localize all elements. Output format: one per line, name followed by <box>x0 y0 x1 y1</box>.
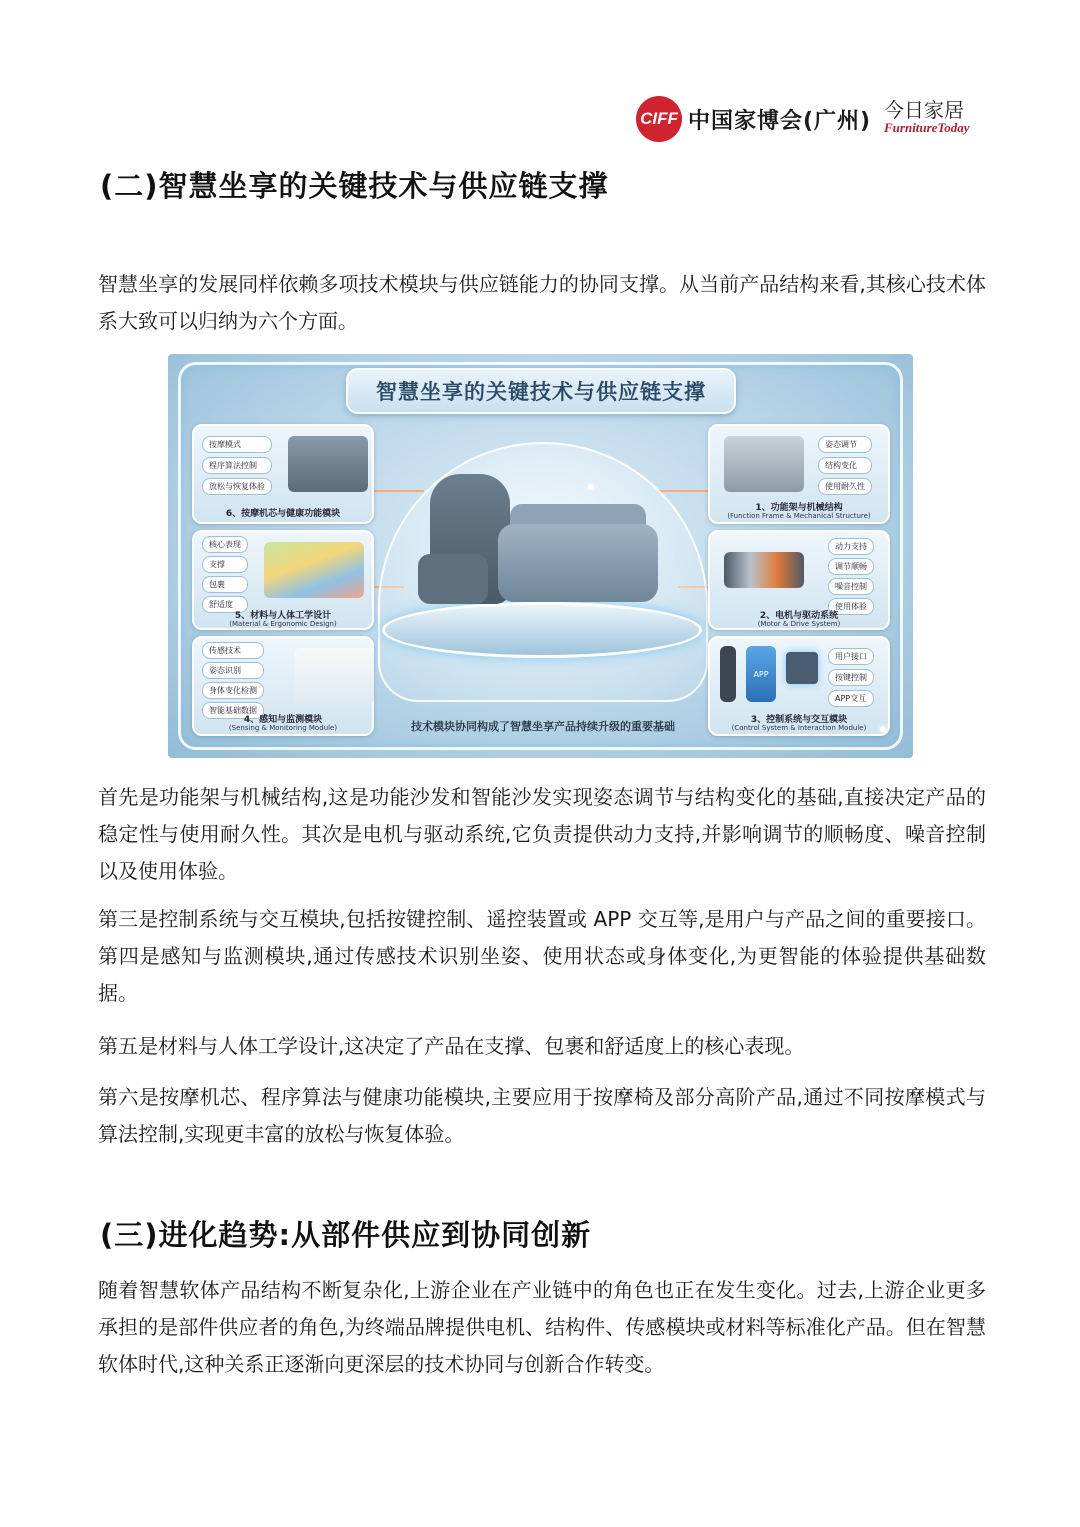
paragraph-1: 首先是功能架与机械结构,这是功能沙发和智能沙发实现姿态调节与结构变化的基础,直接决定产品的稳定性与使用耐久性。其次是电机与驱动系统,它负责提供动力支持,并影响调节的顺畅度、噪音控制以及使用体验。 <box>98 785 986 883</box>
module-4-sensing <box>192 636 374 736</box>
module-tag: 放松与恢复体验 <box>202 478 272 495</box>
remote-control-icon <box>720 646 736 702</box>
module-tag: 包裹 <box>202 576 248 593</box>
module-subtitle: (Sensing & Monitoring Module) <box>228 724 338 732</box>
module-tag: 噪音控制 <box>828 578 874 595</box>
chip-icon <box>786 652 818 684</box>
module-title: 6、按摩机芯与健康功能模块 <box>225 509 341 519</box>
module-tag: 用户接口 <box>828 648 874 665</box>
paragraph-3: 第五是材料与人体工学设计,这决定了产品在支撑、包裹和舒适度上的核心表现。 <box>98 1034 805 1058</box>
module-subtitle: (Material & Ergonomic Design) <box>229 620 337 628</box>
section-3-heading: (三)进化趋势:从部件供应到协同创新 <box>100 1218 592 1252</box>
module-tag: 身体变化检测 <box>202 682 264 699</box>
furniture-today-logo: FurnitureToday <box>884 120 970 135</box>
massage-chair-seat <box>418 554 488 604</box>
module-title: 2、电机与驱动系统 <box>759 611 839 621</box>
module-title: 5、材料与人体工学设计 <box>234 611 332 621</box>
app-label: APP <box>753 669 769 679</box>
smartphone-app-icon <box>746 646 776 702</box>
module-title: 4、感知与监测模块 <box>243 715 323 725</box>
seated-person-icon <box>294 648 374 704</box>
header-logos <box>636 92 976 142</box>
furniture-today-cn: 今日家居 <box>884 98 964 122</box>
paragraph-2: 第三是控制系统与交互模块,包括按键控制、遥控装置或 APP 交互等,是用户与产品之间的重要接口。第四是感知与监测模块,通过传感技术识别坐姿、使用状态或身体变化,为更智能的体验提供基础数据。 <box>98 907 986 1005</box>
material-layers-icon <box>264 542 364 598</box>
paragraph-4: 第六是按摩机芯、程序算法与健康功能模块,主要应用于按摩椅及部分高阶产品,通过不同按摩模式与算法控制,实现更丰富的放松与恢复体验。 <box>98 1085 986 1146</box>
module-tag: 姿态识别 <box>202 662 264 679</box>
module-tag: 核心表现 <box>202 536 248 553</box>
infographic-title-bar <box>346 368 736 414</box>
module-subtitle: (Control System & Interaction Module) <box>731 724 867 732</box>
massage-chair-icon <box>288 436 368 492</box>
ciff-name: 中国家博会(广州) <box>688 109 872 134</box>
module-subtitle: (Function Frame & Mechanical Structure) <box>727 512 871 520</box>
mechanical-frame-icon <box>724 436 804 492</box>
sofa-illustration <box>498 524 658 602</box>
module-tag: APP交互 <box>828 690 874 707</box>
ciff-logo: CIFF <box>636 96 682 142</box>
connector-line <box>658 490 714 492</box>
center-platform <box>382 602 702 658</box>
module-3-control <box>708 636 890 736</box>
sparkle-icon <box>880 726 886 732</box>
module-tag: 支撑 <box>202 556 248 573</box>
sparkle-icon <box>588 484 594 490</box>
module-tag: 姿态调节 <box>818 436 872 453</box>
module-2-motor <box>708 530 890 630</box>
module-5-material <box>192 530 374 630</box>
module-tag: 结构变化 <box>818 457 872 474</box>
module-tag: 调节顺畅 <box>828 558 874 575</box>
module-6-massage <box>192 424 374 524</box>
module-subtitle: (Motor & Drive System) <box>757 620 841 628</box>
module-tag: 按键控制 <box>828 669 874 686</box>
module-tag: 程序算法控制 <box>202 457 272 474</box>
section-3-body: 随着智慧软体产品结构不断复杂化,上游企业在产业链中的角色也正在发生变化。过去,上游企业更多承担的是部件供应者的角色,为终端品牌提供电机、结构件、传感模块或材料等标准化产品。但在智慧软体时代,这种关系正逐渐向更深层的技术协同与创新合作转变。 <box>98 1278 986 1376</box>
module-tag: 按摩模式 <box>202 436 272 453</box>
module-tag: 使用体验 <box>828 598 874 615</box>
infographic-footer: 技术模块协同构成了智慧坐享产品持续升级的重要基础 <box>411 720 675 733</box>
module-tag: 舒适度 <box>202 596 248 613</box>
module-title: 3、控制系统与交互模块 <box>750 715 848 725</box>
module-tag: 动力支持 <box>828 538 874 555</box>
infographic <box>168 354 913 758</box>
module-title: 1、功能架与机械结构 <box>755 503 843 513</box>
module-1-frame <box>708 424 890 524</box>
section-2-intro: 智慧坐享的发展同样依赖多项技术模块与供应链能力的协同支撑。从当前产品结构来看,其核心技术体系大致可以归纳为六个方面。 <box>98 272 986 333</box>
module-tag: 传感技术 <box>202 642 264 659</box>
section-2-heading: (二)智慧坐享的关键技术与供应链支撑 <box>100 169 609 203</box>
module-tag: 使用耐久性 <box>818 478 872 495</box>
module-tag: 智能基础数据 <box>202 702 264 719</box>
infographic-title: 智慧坐享的关键技术与供应链支撑 <box>376 380 706 404</box>
motor-icon <box>724 552 804 588</box>
